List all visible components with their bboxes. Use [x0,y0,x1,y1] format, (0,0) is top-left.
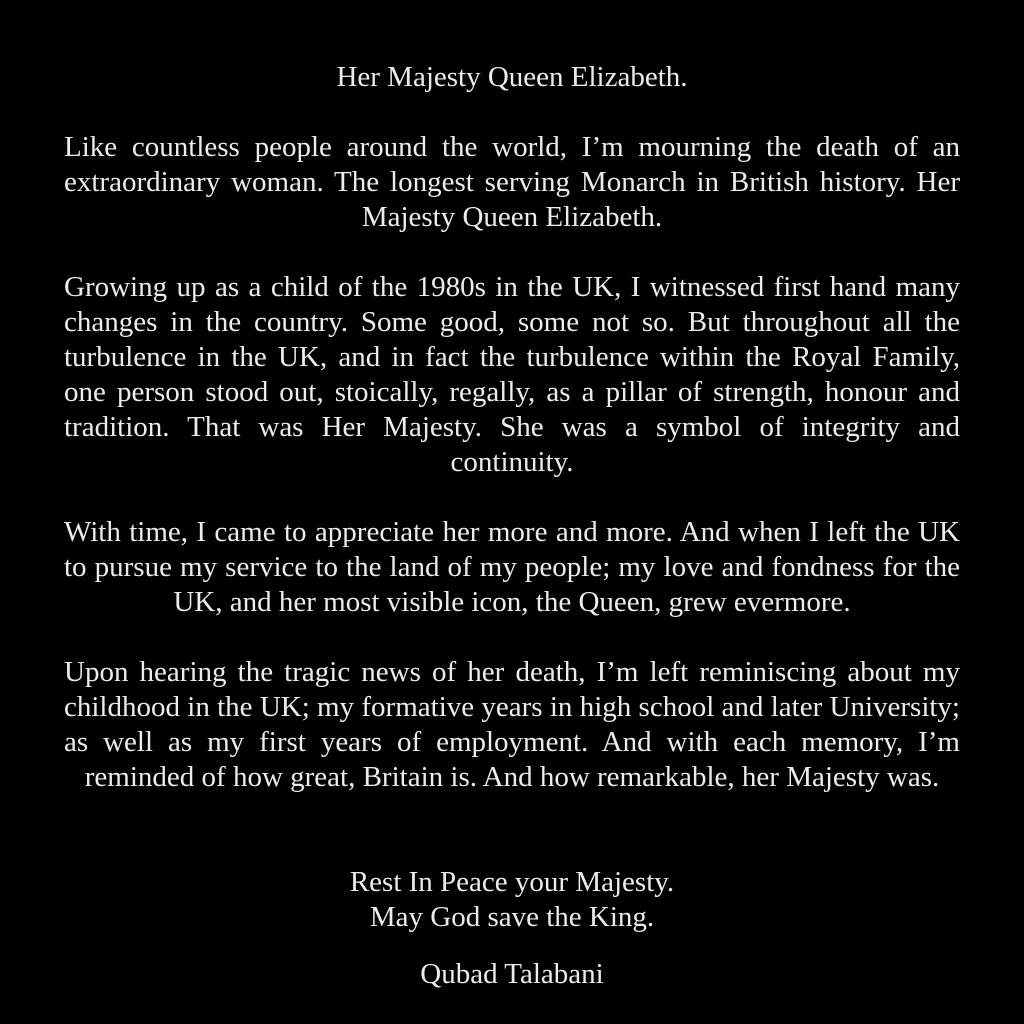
paragraph-appreciation: With time, I came to appreciate her more and more. And when I left the UK to pursue my service to the land of my people; my love and fondness for the UK, and her most visible icon, the Queen, grew evermore. [64,516,960,618]
letter-heading: Her Majesty Queen Elizabeth. [336,61,688,93]
paragraph-mourning: Like countless people around the world, I’m mourning the death of an extraordinary woman. The longest serving Monarch in British history. Her Majesty Queen Elizabeth. [64,131,960,233]
signature: Qubad Talabani [420,958,604,990]
paragraph-childhood-1980s: Growing up as a child of the 1980s in the UK, I witnessed first hand many changes in the country. Some good, some not so. But throughout all the turbulence in the UK, and in fact the turbulence within the Royal Family, one person stood out, stoically, regally, as a pillar of strength, honour and tradition. That was Her Majesty. She was a symbol of integrity and continuity. [64,271,960,478]
closing-line-rest-in-peace: Rest In Peace your Majesty. [349,866,675,898]
closing-block [64,865,960,935]
paragraph-reminiscing: Upon hearing the tragic news of her death, I’m left reminiscing about my childhood in the UK; my formative years in high school and later University; as well as my first years of employment. And with each memory, I’m reminded of how great, Britain is. And how remarkable, her Majesty was. [64,656,960,793]
closing-line-god-save-king: May God save the King. [369,901,655,933]
